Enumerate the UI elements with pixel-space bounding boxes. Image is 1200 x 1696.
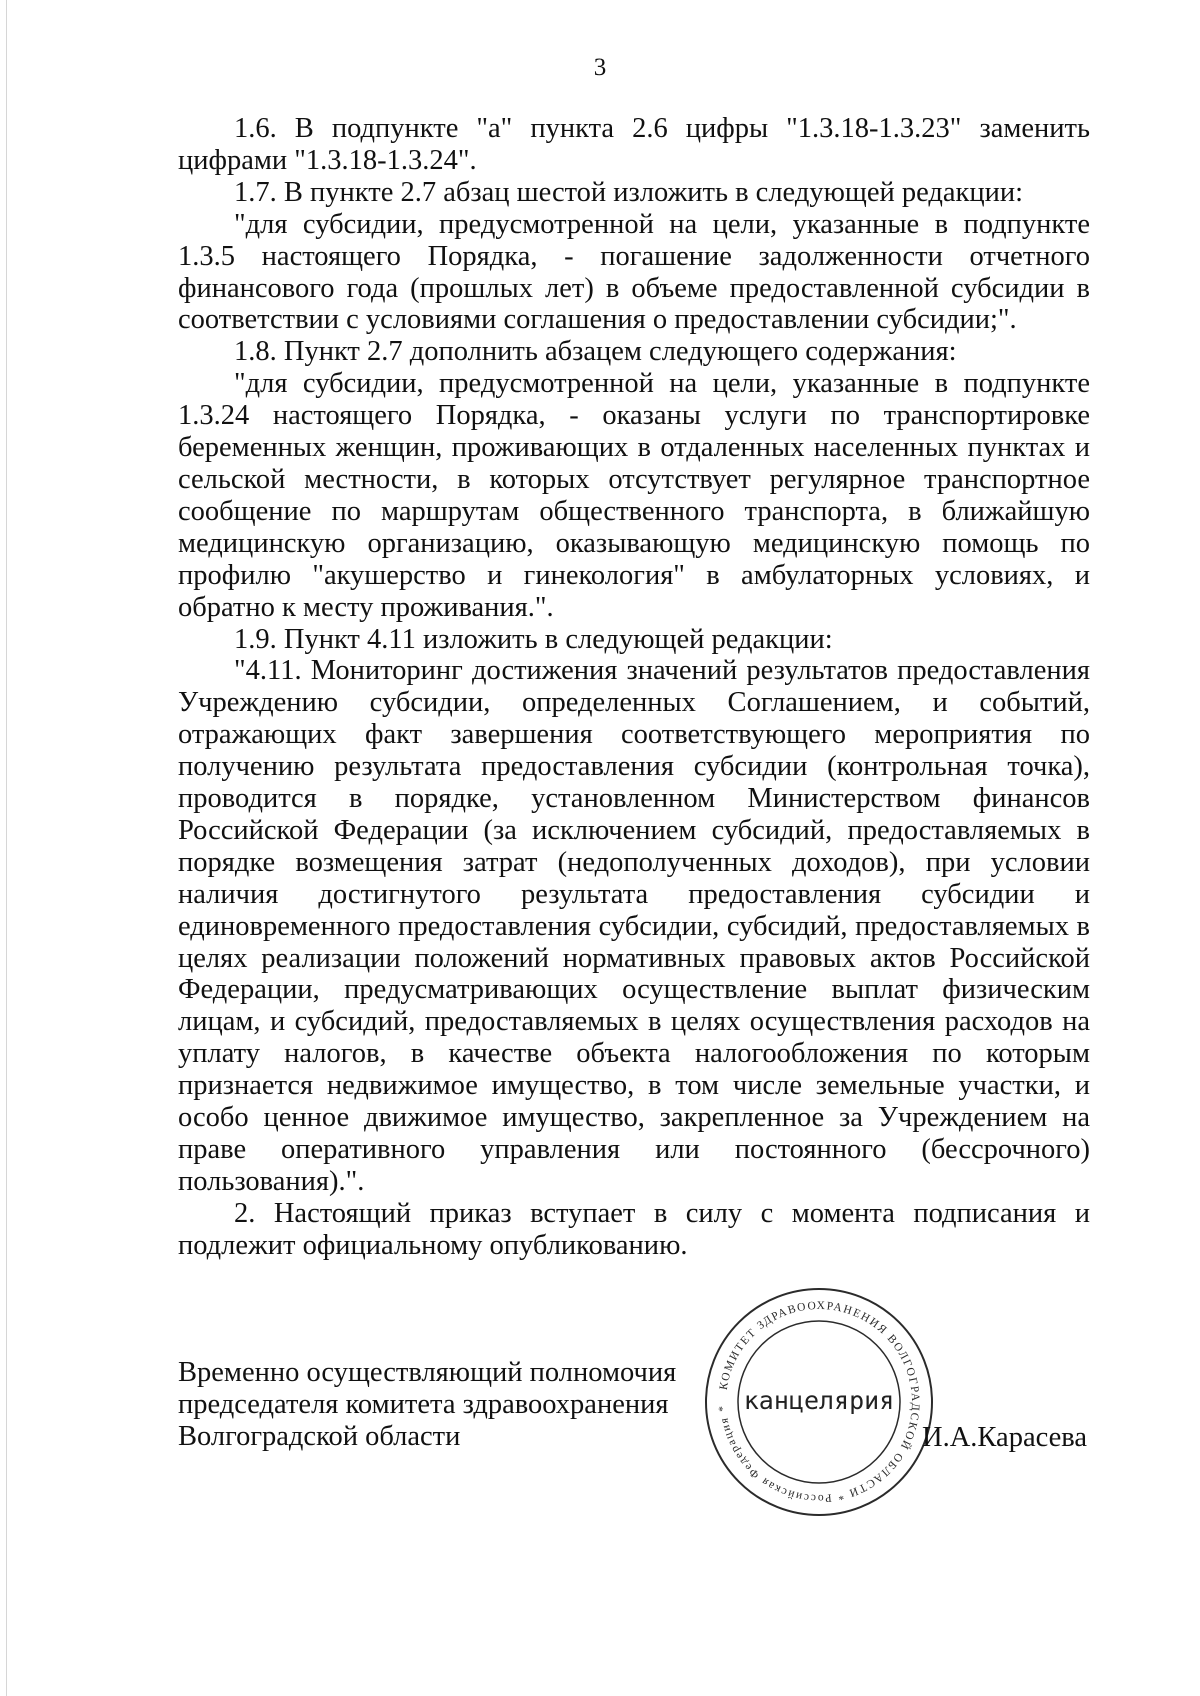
paragraph-1-7: 1.7. В пункте 2.7 абзац шестой изложить в следующей редакции: — [234, 176, 1024, 208]
paragraph-1-8-text: "для субсидии, предусмотренной на цели, указанные в подпункте 1.3.24 настоящего Порядка, - оказаны услуги по транспортировке беременных женщин, проживающих в отдаленных населенных пунктах и сельской местности, в которых отсутствует регулярное транспортное сообщение по маршрутам общественного транспорта, в ближайшую медицинскую организацию, оказывающую медицинскую помощь по профилю "акушерство и гинекология" в амбулаторных условиях, и обратно к месту проживания.". — [178, 368, 1090, 623]
document-body — [178, 113, 1090, 1262]
paragraph-1-7-text: "для субсидии, предусмотренной на цели, указанные в подпункте 1.3.5 настоящего Порядка, - погашение задолженности отчетного финансового года (прошлых лет) в объеме предоставленной субсидии в соответствии с условиями соглашения о предоставлении субсидии;". — [178, 208, 1090, 336]
page-number: 3 — [593, 54, 607, 81]
signature-title-line-2: председателя комитета здравоохранения — [178, 1389, 669, 1420]
paragraph-1-6: 1.6. В подпункте "а" пункта 2.6 цифры "1.3.18-1.3.23" заменить цифрами "1.3.18-1.3.24". — [178, 113, 1090, 176]
signatory-name: И.А.Карасева — [922, 1422, 1087, 1453]
paragraph-1-9-text: "4.11. Мониторинг достижения значений результатов предоставления Учреждению субсидии, определенных Соглашением, и событий, отражающих факт завершения соответствующего мероприятия по получению результата предоставления субсидии (контрольная точка), проводится в порядке, установленном Министерством финансов Российской Федерации (за исключением субсидий, предоставляемых в порядке возмещения затрат (недополученных доходов), при условии наличия достигнутого результата предоставления субсидии и единовременного предоставления субсидии, субсидий, предоставляемых в целях реализации положений нормативных правовых актов Российской Федерации, предусматривающих осуществление выплат физическим лицам, и субсидий, предоставляемых в целях осуществления расходов на уплату налогов, в качестве объекта налогообложения по которым признается недвижимое имущество, в том числе земельные участки, и особо ценное движимое имущество, закрепленное за Учреждением на праве оперативного управления или постоянного (бессрочного) пользования).". — [178, 655, 1090, 1197]
signature-title — [178, 1357, 676, 1453]
signature-title-line-3: Волгоградской области — [178, 1421, 461, 1452]
paragraph-1-8: 1.8. Пункт 2.7 дополнить абзацем следующего содержания: — [234, 336, 957, 368]
stamp-center-text: канцелярия — [743, 1386, 895, 1415]
stamp-ring-text: КОМИТЕТ ЗДРАВООХРАНЕНИЯ ВОЛГОГРАДСКОЙ ОБЛАСТИ * Российская Федерация * — [716, 1299, 922, 1505]
official-stamp — [702, 1285, 936, 1519]
scan-edge-line — [6, 0, 7, 1696]
signature-title-line-1: Временно осуществляющий полномочия — [178, 1357, 677, 1388]
paragraph-1-9: 1.9. Пункт 4.11 изложить в следующей редакции: — [234, 623, 833, 655]
paragraph-2: 2. Настоящий приказ вступает в силу с момента подписания и подлежит официальному опубликованию. — [178, 1197, 1090, 1261]
